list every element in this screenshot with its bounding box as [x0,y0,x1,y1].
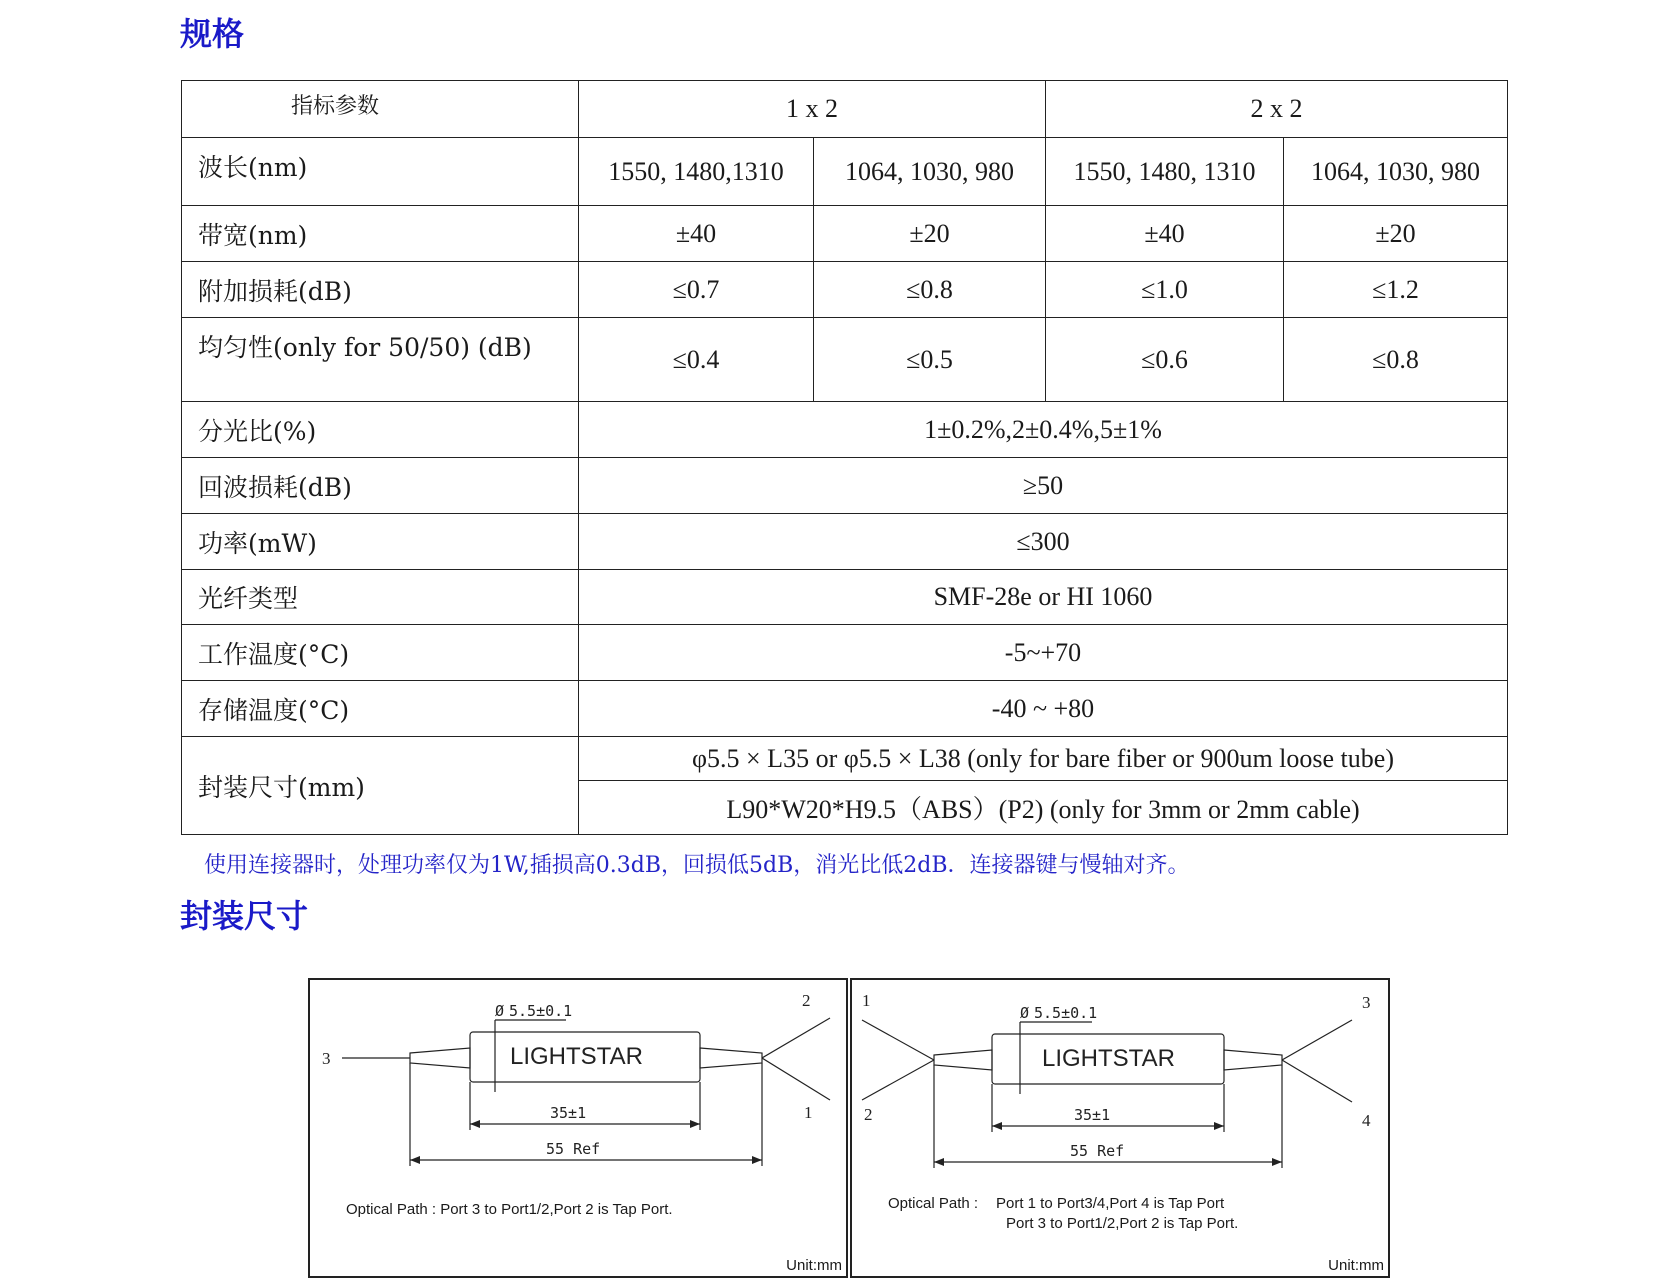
table-cell: -40 ~ +80 [579,681,1508,737]
table-cell: 1550, 1480,1310 [579,138,814,206]
table-row [182,625,1508,681]
table-cell: ≤0.8 [814,262,1046,318]
brand-label: LIGHTSTAR [510,1043,643,1070]
table-cell: ≤1.2 [1284,262,1508,318]
table-row [182,262,1508,318]
table-row [182,318,1508,402]
header-1x2: 1 x 2 [579,81,1046,138]
table-cell: ≤0.5 [814,318,1046,402]
header-param: 指标参数 [182,81,579,138]
table-row [182,206,1508,262]
table-header-row [182,81,1508,138]
port-label: 3 [1362,993,1371,1012]
table-cell: -5~+70 [579,625,1508,681]
port-label: 3 [322,1049,331,1068]
table-cell: ≤0.7 [579,262,814,318]
param-label: 封装尺寸(mm) [182,737,579,835]
table-cell: ±40 [1046,206,1284,262]
param-label: 工作温度(°C) [182,625,579,681]
param-label: 带宽(nm) [182,206,579,262]
table-cell: ≤300 [579,514,1508,570]
dim-total-label: 55 Ref [546,1140,601,1158]
connector-note: 使用连接器时，处理功率仅为1W,插损高0.3dB，回损低5dB，消光比低2dB．连接器键与慢轴对齐。 [204,853,1190,878]
table-row [182,402,1508,458]
param-label: 波长(nm) [182,138,579,206]
section-title-package: 封装尺寸 [180,897,309,935]
table-row-package [182,737,1508,781]
dim-body-label: 35±1 [1074,1106,1111,1124]
table-row [182,681,1508,737]
unit-label: Unit:mm [1328,1257,1384,1274]
table-row [182,138,1508,206]
param-label: 回波损耗(dB) [182,458,579,514]
table-cell: ≤1.0 [1046,262,1284,318]
unit-label: Unit:mm [786,1257,842,1274]
diameter-label: 5.5±0.1 [509,1002,573,1020]
table-cell: SMF-28e or HI 1060 [579,570,1508,625]
port-label: 2 [802,991,811,1010]
param-label: 光纤类型 [182,570,579,625]
table-row [182,514,1508,570]
port-label: 1 [862,991,871,1010]
table-cell: ±40 [579,206,814,262]
param-label: 分光比(%) [182,402,579,458]
dim-body-label: 35±1 [550,1104,587,1122]
table-cell: ≥50 [579,458,1508,514]
port-label: 4 [1362,1111,1371,1130]
port-label: 1 [804,1103,813,1122]
table-cell: 1064, 1030, 980 [814,138,1046,206]
table-cell: ±20 [814,206,1046,262]
spec-table [181,80,1508,835]
diameter-symbol-icon: Ø [495,1002,505,1020]
param-label: 附加损耗(dB) [182,262,579,318]
diameter-symbol-icon: Ø [1020,1004,1030,1022]
param-label: 均匀性(only for 50/50) (dB) [182,318,579,402]
param-label: 存储温度(°C) [182,681,579,737]
table-cell: ≤0.4 [579,318,814,402]
table-row [182,458,1508,514]
dim-total-label: 55 Ref [1070,1142,1125,1160]
table-cell: ≤0.8 [1284,318,1508,402]
table-cell: 1550, 1480, 1310 [1046,138,1284,206]
coupler-1x2-diagram [310,980,846,1276]
optical-path-label: Optical Path : [888,1195,979,1212]
package-drawing-1x2 [308,978,848,1278]
port-label: 2 [864,1105,873,1124]
table-cell: ≤0.6 [1046,318,1284,402]
table-row [182,570,1508,625]
optical-path-text: Port 1 to Port3/4,Port 4 is Tap Port [996,1195,1225,1212]
param-label: 功率(mW) [182,514,579,570]
table-cell: 1±0.2%,2±0.4%,5±1% [579,402,1508,458]
table-cell: ±20 [1284,206,1508,262]
optical-path-text: Port 3 to Port1/2,Port 2 is Tap Port. [1006,1215,1239,1232]
diameter-label: 5.5±0.1 [1034,1004,1098,1022]
table-cell: 1064, 1030, 980 [1284,138,1508,206]
brand-label: LIGHTSTAR [1042,1045,1175,1072]
header-2x2: 2 x 2 [1046,81,1508,138]
section-title-spec: 规格 [180,15,245,53]
package-drawing-2x2 [850,978,1390,1278]
table-cell: L90*W20*H9.5（ABS）(P2) (only for 3mm or 2mm cable) [579,781,1508,835]
optical-path-text: Optical Path : Port 3 to Port1/2,Port 2 is Tap Port. [346,1201,673,1218]
table-cell: φ5.5 × L35 or φ5.5 × L38 (only for bare fiber or 900um loose tube) [579,737,1508,781]
